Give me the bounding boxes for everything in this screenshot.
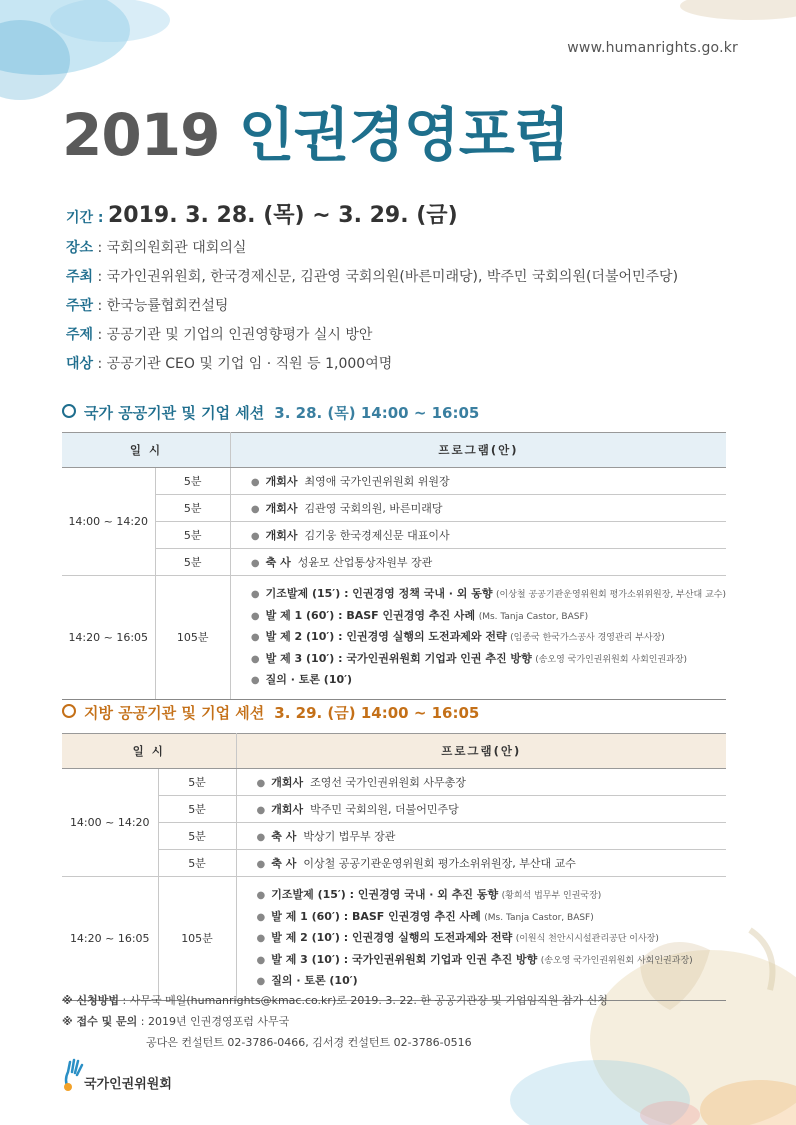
title-year: 2019 bbox=[62, 101, 220, 169]
bullet-icon: ● bbox=[256, 933, 266, 944]
program-role: 개회사 bbox=[265, 502, 298, 515]
bullet-icon: ● bbox=[256, 805, 266, 816]
program-label: 질의 · 토론 (10′) bbox=[265, 673, 353, 686]
program-line bbox=[251, 649, 726, 671]
footer-notes bbox=[62, 990, 608, 1053]
table-row bbox=[62, 823, 726, 850]
bullet-icon: ● bbox=[250, 504, 260, 515]
table-header bbox=[62, 734, 726, 769]
session1-title: 국가 공공기관 및 기업 세션 bbox=[84, 404, 265, 422]
info-organizer bbox=[66, 292, 766, 321]
bullet-icon: ● bbox=[250, 675, 260, 686]
table-row bbox=[62, 850, 726, 877]
program-text: 성윤모 산업통상자원부 장관 bbox=[297, 556, 433, 569]
duration: 5분 bbox=[155, 495, 230, 522]
program-role: 개회사 bbox=[271, 776, 304, 789]
program-line bbox=[251, 670, 726, 691]
program-item bbox=[236, 823, 726, 850]
program-item bbox=[236, 796, 726, 823]
bullet-icon: ● bbox=[250, 477, 260, 488]
program-text: 박주민 국회의원, 더불어민주당 bbox=[310, 803, 459, 816]
program-role: 개회사 bbox=[271, 803, 304, 816]
bullet-icon: ● bbox=[256, 954, 266, 966]
block2-time: 14:20 ~ 16:05 bbox=[62, 576, 155, 700]
session2-title: 지방 공공기관 및 기업 세션 bbox=[84, 704, 265, 722]
program-role: 축 사 bbox=[271, 830, 297, 843]
block1-time: 14:00 ~ 14:20 bbox=[62, 468, 155, 576]
venue-value: : 국회의원회관 대회의실 bbox=[93, 240, 247, 256]
organizer-label: 주관 bbox=[66, 298, 94, 314]
bullet-icon: ● bbox=[256, 976, 266, 987]
venue-label: 장소 bbox=[66, 240, 94, 256]
table-row bbox=[62, 495, 726, 522]
table-row bbox=[62, 796, 726, 823]
session2-table bbox=[62, 733, 726, 1001]
program-note: (Ms. Tanja Castor, BASF) bbox=[484, 912, 594, 923]
program-text: 최영애 국가인권위원회 위원장 bbox=[304, 475, 450, 488]
bullet-icon: ● bbox=[256, 859, 266, 870]
col-time: 일 시 bbox=[62, 433, 230, 468]
program-label: 발 제 2 (10′) : 인권경영 실행의 도전과제와 전략 bbox=[271, 931, 513, 944]
program-note: (송오영 국가인권위원회 사회인권과장) bbox=[540, 955, 693, 966]
duration: 5분 bbox=[155, 522, 230, 549]
program-item bbox=[236, 769, 726, 796]
program-item bbox=[230, 522, 726, 549]
col-program: 프로그램(안) bbox=[230, 433, 726, 468]
table-row bbox=[62, 468, 726, 495]
program-item bbox=[230, 495, 726, 522]
info-audience bbox=[66, 350, 766, 379]
program-label: 질의 · 토론 (10′) bbox=[271, 974, 358, 987]
program-note: (임종국 한국가스공사 경영관리 부사장) bbox=[510, 633, 665, 643]
bullet-icon: ● bbox=[256, 832, 266, 843]
session2-date: 3. 29. (금) 14:00 ~ 16:05 bbox=[274, 704, 480, 722]
logo-text: 국가인권위원회 bbox=[84, 1077, 172, 1092]
apply-label: ※ 신청방법 bbox=[62, 994, 120, 1007]
session1-date: 3. 28. (목) 14:00 ~ 16:05 bbox=[274, 404, 480, 422]
table-row bbox=[62, 576, 726, 700]
bullet-icon: ● bbox=[250, 558, 260, 569]
apply-text: : 사무국 메일(humanrights@kmac.co.kr)로 2019. 3. 22. 한 공공기관장 및 기업임직원 참가 신청 bbox=[119, 994, 608, 1007]
event-info bbox=[66, 198, 766, 379]
col-time: 일 시 bbox=[62, 734, 236, 769]
contact-text: : 2019년 인권경영포럼 사무국 bbox=[137, 1015, 290, 1028]
program-label: 발 제 1 (60′) : BASF 인권경영 추진 사례 bbox=[271, 909, 481, 923]
program-label: 기조발제 (15′) : 인권경영 국내 · 외 추진 동향 bbox=[271, 888, 499, 901]
session1-heading bbox=[62, 402, 479, 423]
program-note: (이상철 공공기관운영위원회 평가소위위원장, 부산대 교수) bbox=[496, 590, 726, 600]
info-theme bbox=[66, 321, 766, 350]
table-row bbox=[62, 522, 726, 549]
audience-label: 대상 bbox=[66, 356, 94, 372]
program-line bbox=[257, 907, 727, 929]
program-text: 김관영 국회의원, 바른미래당 bbox=[304, 502, 443, 515]
program-note: (이원식 천안시시설관리공단 이사장) bbox=[515, 934, 659, 944]
bullet-icon: ● bbox=[256, 890, 266, 901]
period-label: 기간 : bbox=[66, 210, 104, 226]
program-line bbox=[251, 627, 726, 649]
program-line bbox=[257, 950, 727, 972]
host-label: 주최 bbox=[66, 269, 94, 285]
duration: 5분 bbox=[155, 549, 230, 576]
period-value: 2019. 3. 28. (목) ~ 3. 29. (금) bbox=[107, 203, 458, 228]
block1-time: 14:00 ~ 14:20 bbox=[62, 769, 158, 877]
apply-method bbox=[62, 990, 608, 1011]
session1-table bbox=[62, 432, 726, 700]
bullet-icon: ● bbox=[256, 778, 266, 789]
bullet-icon: ● bbox=[250, 589, 260, 600]
organizer-value: : 한국능률협회컨설팅 bbox=[93, 298, 229, 314]
program-label: 기조발제 (15′) : 인권경영 정책 국내 · 외 동향 bbox=[265, 587, 493, 600]
bullet-icon: ● bbox=[250, 632, 260, 643]
program-note: (Ms. Tanja Castor, BASF) bbox=[478, 611, 589, 622]
host-value: : 국가인권위원회, 한국경제신문, 김관영 국회의원(바른미래당), 박주민 국회의원(더불어민주당) bbox=[93, 269, 679, 285]
program-label: 발 제 3 (10′) : 국가인권위원회 기업과 인권 추진 방향 bbox=[265, 651, 532, 665]
table-row bbox=[62, 769, 726, 796]
program-label: 발 제 3 (10′) : 국가인권위원회 기업과 인권 추진 방향 bbox=[271, 952, 538, 966]
bullet-icon: ● bbox=[250, 653, 260, 665]
program-label: 발 제 2 (10′) : 인권경영 실행의 도전과제와 전략 bbox=[265, 630, 507, 643]
page-title bbox=[62, 88, 569, 172]
contact bbox=[62, 1011, 608, 1032]
table-row bbox=[62, 549, 726, 576]
col-program: 프로그램(안) bbox=[236, 734, 726, 769]
program-text: 박상기 법무부 장관 bbox=[303, 830, 396, 843]
circle-bullet-icon bbox=[62, 704, 76, 718]
duration: 5분 bbox=[158, 823, 236, 850]
program-text: 조영선 국가인권위원회 사무총장 bbox=[310, 776, 466, 789]
program-text: 이상철 공공기관운영위원회 평가소위위원장, 부산대 교수 bbox=[303, 857, 576, 870]
program-line bbox=[251, 606, 726, 628]
watercolor-top-right bbox=[640, 0, 796, 40]
program-role: 축 사 bbox=[265, 556, 291, 569]
table-row bbox=[62, 877, 726, 1001]
program-item bbox=[230, 549, 726, 576]
program-list bbox=[236, 877, 726, 1001]
program-note: (황희석 법무부 인권국장) bbox=[501, 891, 602, 901]
program-label: 발 제 1 (60′) : BASF 인권경영 추진 사례 bbox=[265, 608, 476, 622]
session2-heading bbox=[62, 702, 479, 723]
bullet-icon: ● bbox=[250, 531, 260, 542]
audience-value: : 공공기관 CEO 및 기업 임 · 직원 등 1,000여명 bbox=[93, 356, 393, 372]
program-role: 축 사 bbox=[271, 857, 297, 870]
info-host bbox=[66, 263, 766, 292]
bullet-icon: ● bbox=[250, 610, 260, 622]
info-period bbox=[66, 198, 766, 234]
block2-time: 14:20 ~ 16:05 bbox=[62, 877, 158, 1001]
theme-label: 주제 bbox=[66, 327, 94, 343]
duration: 105분 bbox=[155, 576, 230, 700]
bullet-icon: ● bbox=[256, 911, 266, 923]
program-text: 김기웅 한국경제신문 대표이사 bbox=[304, 529, 450, 542]
program-item bbox=[230, 468, 726, 495]
duration: 105분 bbox=[158, 877, 236, 1001]
table-header bbox=[62, 433, 726, 468]
contact-label: ※ 접수 및 문의 bbox=[62, 1015, 138, 1028]
program-line bbox=[257, 971, 727, 992]
title-name: 인권경영포럼 bbox=[238, 101, 569, 169]
theme-value: : 공공기관 및 기업의 인권영향평가 실시 방안 bbox=[93, 327, 373, 343]
website-url[interactable]: www.humanrights.go.kr bbox=[567, 40, 738, 56]
contact-people: 공다은 컨설턴트 02-3786-0466, 김서경 컨설턴트 02-3786-0516 bbox=[146, 1036, 472, 1049]
program-line bbox=[251, 584, 726, 606]
program-role: 개회사 bbox=[265, 475, 298, 488]
program-line bbox=[257, 885, 727, 907]
program-note: (송오영 국가인권위원회 사회인권과장) bbox=[535, 654, 688, 665]
program-role: 개회사 bbox=[265, 529, 298, 542]
duration: 5분 bbox=[158, 796, 236, 823]
program-list bbox=[230, 576, 726, 700]
duration: 5분 bbox=[155, 468, 230, 495]
duration: 5분 bbox=[158, 850, 236, 877]
program-item bbox=[236, 850, 726, 877]
info-venue bbox=[66, 234, 766, 263]
duration: 5분 bbox=[158, 769, 236, 796]
circle-bullet-icon bbox=[62, 404, 76, 418]
program-line bbox=[257, 928, 727, 950]
nhrck-logo bbox=[62, 1058, 172, 1096]
